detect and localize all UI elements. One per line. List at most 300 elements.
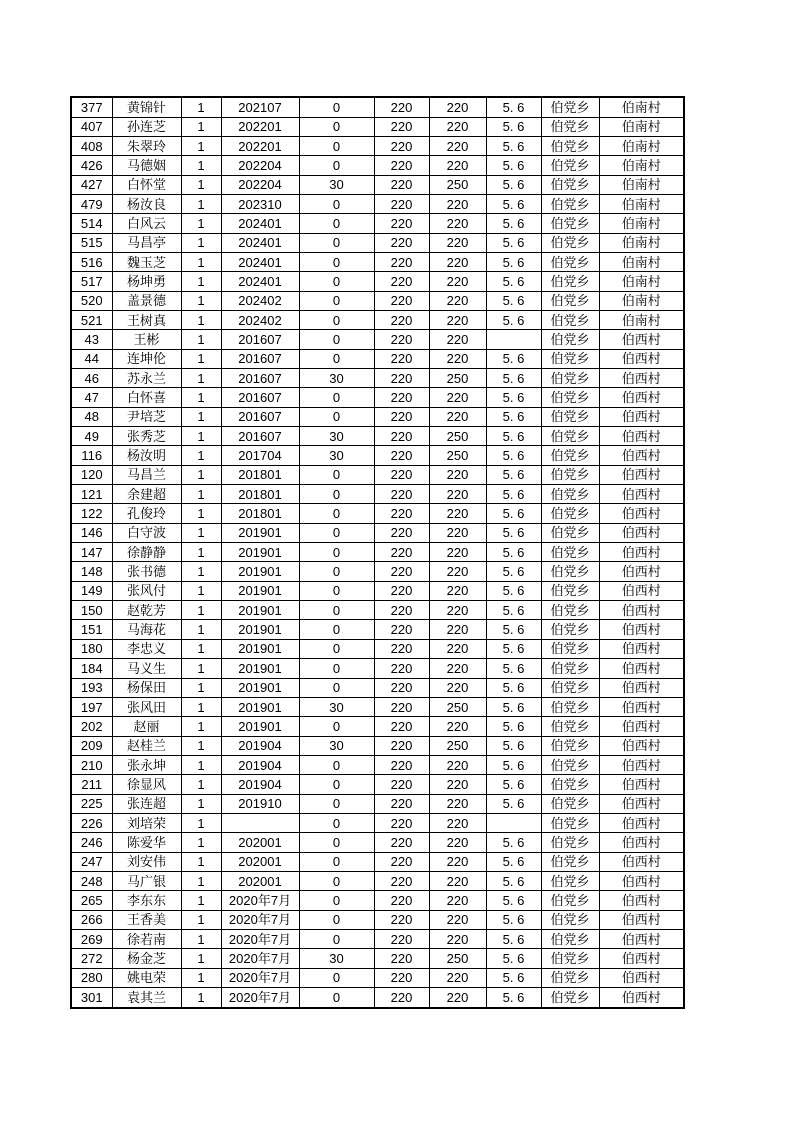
cell-adjust: 0	[299, 620, 374, 639]
cell-total-amount: 220	[429, 775, 486, 794]
cell-total-amount: 220	[429, 504, 486, 523]
cell-rate: 5. 6	[486, 427, 541, 446]
cell-rate: 5. 6	[486, 136, 541, 155]
cell-base-amount: 220	[374, 910, 429, 929]
cell-total-amount: 250	[429, 949, 486, 968]
cell-total-amount: 220	[429, 543, 486, 562]
cell-period: 202204	[221, 175, 299, 194]
cell-base-amount: 220	[374, 369, 429, 388]
table-row	[71, 97, 684, 117]
cell-name: 张永坤	[112, 755, 181, 774]
cell-village: 伯西村	[599, 581, 684, 600]
cell-village: 伯西村	[599, 543, 684, 562]
cell-name: 袁其兰	[112, 988, 181, 1009]
cell-name: 王树真	[112, 310, 181, 329]
cell-base-amount: 220	[374, 929, 429, 948]
cell-adjust: 0	[299, 659, 374, 678]
cell-village: 伯西村	[599, 407, 684, 426]
cell-name: 马昌亭	[112, 233, 181, 252]
cell-count: 1	[181, 949, 221, 968]
cell-name: 杨汝良	[112, 194, 181, 213]
cell-township: 伯党乡	[541, 697, 599, 716]
cell-name: 孔俊玲	[112, 504, 181, 523]
cell-period: 201901	[221, 581, 299, 600]
cell-township: 伯党乡	[541, 620, 599, 639]
cell-serial: 148	[71, 562, 112, 581]
cell-serial: 151	[71, 620, 112, 639]
cell-total-amount: 220	[429, 214, 486, 233]
cell-base-amount: 220	[374, 620, 429, 639]
cell-rate: 5. 6	[486, 929, 541, 948]
cell-adjust: 0	[299, 97, 374, 117]
cell-serial: 408	[71, 136, 112, 155]
cell-village: 伯西村	[599, 485, 684, 504]
cell-village: 伯西村	[599, 388, 684, 407]
cell-name: 姚电荣	[112, 968, 181, 987]
table-row	[71, 910, 684, 929]
cell-adjust: 0	[299, 988, 374, 1009]
cell-adjust: 0	[299, 310, 374, 329]
cell-total-amount: 220	[429, 717, 486, 736]
cell-township: 伯党乡	[541, 852, 599, 871]
cell-serial: 197	[71, 697, 112, 716]
cell-count: 1	[181, 659, 221, 678]
cell-base-amount: 220	[374, 562, 429, 581]
table-row	[71, 929, 684, 948]
table-row	[71, 755, 684, 774]
cell-rate: 5. 6	[486, 697, 541, 716]
cell-adjust: 0	[299, 562, 374, 581]
table-row	[71, 523, 684, 542]
cell-adjust: 0	[299, 717, 374, 736]
cell-period: 201607	[221, 388, 299, 407]
cell-township: 伯党乡	[541, 891, 599, 910]
cell-village: 伯西村	[599, 427, 684, 446]
cell-township: 伯党乡	[541, 678, 599, 697]
table-row	[71, 117, 684, 136]
cell-adjust: 0	[299, 581, 374, 600]
cell-serial: 521	[71, 310, 112, 329]
cell-village: 伯西村	[599, 755, 684, 774]
cell-count: 1	[181, 736, 221, 755]
cell-village: 伯西村	[599, 504, 684, 523]
cell-base-amount: 220	[374, 871, 429, 890]
table-row	[71, 581, 684, 600]
table-row	[71, 639, 684, 658]
cell-adjust: 0	[299, 543, 374, 562]
cell-rate: 5. 6	[486, 388, 541, 407]
cell-period: 202401	[221, 214, 299, 233]
cell-serial: 407	[71, 117, 112, 136]
cell-count: 1	[181, 446, 221, 465]
cell-serial: 202	[71, 717, 112, 736]
cell-rate: 5. 6	[486, 156, 541, 175]
cell-township: 伯党乡	[541, 929, 599, 948]
cell-serial: 48	[71, 407, 112, 426]
cell-township: 伯党乡	[541, 949, 599, 968]
cell-period: 201801	[221, 504, 299, 523]
cell-township: 伯党乡	[541, 639, 599, 658]
cell-township: 伯党乡	[541, 310, 599, 329]
table-row	[71, 233, 684, 252]
cell-total-amount: 220	[429, 117, 486, 136]
cell-period: 201901	[221, 620, 299, 639]
cell-count: 1	[181, 813, 221, 832]
cell-base-amount: 220	[374, 485, 429, 504]
cell-name: 杨坤勇	[112, 272, 181, 291]
table-row	[71, 891, 684, 910]
cell-adjust: 30	[299, 446, 374, 465]
cell-name: 孙连芝	[112, 117, 181, 136]
cell-serial: 120	[71, 465, 112, 484]
cell-count: 1	[181, 523, 221, 542]
cell-total-amount: 220	[429, 407, 486, 426]
cell-total-amount: 220	[429, 910, 486, 929]
cell-village: 伯西村	[599, 465, 684, 484]
cell-name: 杨保田	[112, 678, 181, 697]
cell-rate: 5. 6	[486, 659, 541, 678]
cell-base-amount: 220	[374, 427, 429, 446]
cell-township: 伯党乡	[541, 504, 599, 523]
cell-village: 伯西村	[599, 678, 684, 697]
cell-count: 1	[181, 97, 221, 117]
cell-village: 伯西村	[599, 562, 684, 581]
table-row	[71, 369, 684, 388]
cell-period: 201904	[221, 736, 299, 755]
cell-rate: 5. 6	[486, 717, 541, 736]
cell-base-amount: 220	[374, 736, 429, 755]
cell-count: 1	[181, 310, 221, 329]
cell-period: 2020年7月	[221, 968, 299, 987]
cell-adjust: 30	[299, 949, 374, 968]
cell-township: 伯党乡	[541, 117, 599, 136]
cell-period: 201901	[221, 523, 299, 542]
cell-count: 1	[181, 272, 221, 291]
cell-rate: 5. 6	[486, 369, 541, 388]
cell-period: 202402	[221, 310, 299, 329]
table-row	[71, 794, 684, 813]
cell-base-amount: 220	[374, 310, 429, 329]
cell-total-amount: 220	[429, 156, 486, 175]
cell-adjust: 0	[299, 794, 374, 813]
cell-count: 1	[181, 252, 221, 271]
cell-serial: 517	[71, 272, 112, 291]
cell-count: 1	[181, 156, 221, 175]
cell-adjust: 0	[299, 523, 374, 542]
table-row	[71, 310, 684, 329]
cell-base-amount: 220	[374, 194, 429, 213]
cell-base-amount: 220	[374, 272, 429, 291]
cell-period: 202201	[221, 136, 299, 155]
cell-base-amount: 220	[374, 968, 429, 987]
cell-serial: 427	[71, 175, 112, 194]
table-row	[71, 194, 684, 213]
table-row	[71, 272, 684, 291]
cell-base-amount: 220	[374, 136, 429, 155]
cell-serial: 225	[71, 794, 112, 813]
cell-rate	[486, 813, 541, 832]
cell-name: 张风付	[112, 581, 181, 600]
cell-serial: 520	[71, 291, 112, 310]
cell-village: 伯西村	[599, 523, 684, 542]
cell-adjust: 0	[299, 755, 374, 774]
cell-rate: 5. 6	[486, 97, 541, 117]
cell-serial: 146	[71, 523, 112, 542]
cell-township: 伯党乡	[541, 465, 599, 484]
cell-base-amount: 220	[374, 388, 429, 407]
cell-township: 伯党乡	[541, 369, 599, 388]
cell-name: 张连超	[112, 794, 181, 813]
cell-period: 201901	[221, 601, 299, 620]
cell-township: 伯党乡	[541, 291, 599, 310]
cell-rate: 5. 6	[486, 504, 541, 523]
cell-village: 伯西村	[599, 988, 684, 1009]
cell-rate: 5. 6	[486, 272, 541, 291]
cell-township: 伯党乡	[541, 581, 599, 600]
cell-adjust: 0	[299, 465, 374, 484]
cell-total-amount: 220	[429, 833, 486, 852]
cell-serial: 301	[71, 988, 112, 1009]
cell-adjust: 0	[299, 330, 374, 349]
cell-rate	[486, 330, 541, 349]
cell-base-amount: 220	[374, 504, 429, 523]
cell-village: 伯南村	[599, 310, 684, 329]
cell-rate: 5. 6	[486, 833, 541, 852]
cell-total-amount: 220	[429, 310, 486, 329]
cell-rate: 5. 6	[486, 988, 541, 1009]
table-row	[71, 620, 684, 639]
cell-total-amount: 220	[429, 639, 486, 658]
cell-village: 伯西村	[599, 929, 684, 948]
table-row	[71, 659, 684, 678]
records-table-body	[71, 97, 684, 1008]
cell-period: 201607	[221, 427, 299, 446]
cell-serial: 121	[71, 485, 112, 504]
cell-adjust: 30	[299, 697, 374, 716]
table-row	[71, 697, 684, 716]
cell-village: 伯西村	[599, 639, 684, 658]
cell-period: 201901	[221, 543, 299, 562]
cell-township: 伯党乡	[541, 388, 599, 407]
cell-adjust: 0	[299, 852, 374, 871]
cell-rate: 5. 6	[486, 852, 541, 871]
cell-total-amount: 220	[429, 794, 486, 813]
cell-township: 伯党乡	[541, 330, 599, 349]
cell-village: 伯南村	[599, 214, 684, 233]
cell-township: 伯党乡	[541, 194, 599, 213]
cell-base-amount: 220	[374, 175, 429, 194]
records-table	[70, 96, 685, 1009]
cell-period: 201901	[221, 717, 299, 736]
cell-total-amount: 220	[429, 755, 486, 774]
cell-period: 201904	[221, 775, 299, 794]
cell-name: 徐若南	[112, 929, 181, 948]
cell-name: 刘培荣	[112, 813, 181, 832]
cell-period: 201607	[221, 369, 299, 388]
cell-rate: 5. 6	[486, 175, 541, 194]
cell-count: 1	[181, 833, 221, 852]
cell-count: 1	[181, 543, 221, 562]
cell-rate: 5. 6	[486, 446, 541, 465]
cell-base-amount: 220	[374, 117, 429, 136]
table-row	[71, 833, 684, 852]
cell-serial: 248	[71, 871, 112, 890]
cell-rate: 5. 6	[486, 601, 541, 620]
cell-village: 伯西村	[599, 736, 684, 755]
cell-count: 1	[181, 117, 221, 136]
cell-township: 伯党乡	[541, 968, 599, 987]
cell-township: 伯党乡	[541, 601, 599, 620]
cell-name: 白守波	[112, 523, 181, 542]
cell-rate: 5. 6	[486, 349, 541, 368]
cell-count: 1	[181, 504, 221, 523]
cell-serial: 266	[71, 910, 112, 929]
cell-base-amount: 220	[374, 755, 429, 774]
cell-name: 朱翠玲	[112, 136, 181, 155]
cell-name: 连坤伦	[112, 349, 181, 368]
cell-total-amount: 220	[429, 523, 486, 542]
cell-adjust: 0	[299, 504, 374, 523]
cell-base-amount: 220	[374, 717, 429, 736]
cell-township: 伯党乡	[541, 523, 599, 542]
cell-adjust: 0	[299, 233, 374, 252]
cell-serial: 246	[71, 833, 112, 852]
cell-total-amount: 220	[429, 678, 486, 697]
cell-count: 1	[181, 194, 221, 213]
cell-total-amount: 220	[429, 136, 486, 155]
cell-total-amount: 220	[429, 581, 486, 600]
cell-base-amount: 220	[374, 697, 429, 716]
cell-rate: 5. 6	[486, 465, 541, 484]
cell-count: 1	[181, 407, 221, 426]
cell-name: 李忠义	[112, 639, 181, 658]
cell-count: 1	[181, 214, 221, 233]
cell-rate: 5. 6	[486, 214, 541, 233]
cell-total-amount: 250	[429, 369, 486, 388]
cell-count: 1	[181, 620, 221, 639]
cell-township: 伯党乡	[541, 427, 599, 446]
cell-period: 201901	[221, 678, 299, 697]
cell-name: 马广银	[112, 871, 181, 890]
cell-name: 王香美	[112, 910, 181, 929]
cell-serial: 47	[71, 388, 112, 407]
cell-serial: 149	[71, 581, 112, 600]
cell-adjust: 0	[299, 214, 374, 233]
cell-name: 李东东	[112, 891, 181, 910]
cell-serial: 226	[71, 813, 112, 832]
cell-serial: 265	[71, 891, 112, 910]
cell-total-amount: 220	[429, 465, 486, 484]
cell-township: 伯党乡	[541, 562, 599, 581]
table-row	[71, 601, 684, 620]
cell-total-amount: 250	[429, 736, 486, 755]
cell-period: 202204	[221, 156, 299, 175]
cell-serial: 211	[71, 775, 112, 794]
cell-total-amount: 220	[429, 233, 486, 252]
cell-period: 202310	[221, 194, 299, 213]
cell-count: 1	[181, 910, 221, 929]
table-row	[71, 871, 684, 890]
cell-township: 伯党乡	[541, 755, 599, 774]
cell-township: 伯党乡	[541, 233, 599, 252]
cell-serial: 184	[71, 659, 112, 678]
cell-total-amount: 220	[429, 349, 486, 368]
cell-count: 1	[181, 233, 221, 252]
cell-period: 201901	[221, 659, 299, 678]
cell-period: 201901	[221, 639, 299, 658]
cell-adjust: 0	[299, 871, 374, 890]
cell-serial: 43	[71, 330, 112, 349]
cell-name: 徐静静	[112, 543, 181, 562]
cell-adjust: 0	[299, 407, 374, 426]
cell-village: 伯南村	[599, 233, 684, 252]
cell-village: 伯南村	[599, 252, 684, 271]
cell-base-amount: 220	[374, 330, 429, 349]
cell-base-amount: 220	[374, 349, 429, 368]
table-row	[71, 813, 684, 832]
table-row	[71, 252, 684, 271]
cell-serial: 377	[71, 97, 112, 117]
cell-name: 马昌兰	[112, 465, 181, 484]
cell-village: 伯南村	[599, 117, 684, 136]
cell-village: 伯西村	[599, 601, 684, 620]
cell-serial: 122	[71, 504, 112, 523]
cell-adjust: 30	[299, 369, 374, 388]
cell-serial: 150	[71, 601, 112, 620]
table-row	[71, 485, 684, 504]
cell-count: 1	[181, 717, 221, 736]
cell-base-amount: 220	[374, 233, 429, 252]
table-row	[71, 736, 684, 755]
cell-township: 伯党乡	[541, 214, 599, 233]
cell-total-amount: 220	[429, 813, 486, 832]
cell-rate: 5. 6	[486, 775, 541, 794]
cell-township: 伯党乡	[541, 407, 599, 426]
cell-township: 伯党乡	[541, 485, 599, 504]
cell-name: 张书德	[112, 562, 181, 581]
cell-count: 1	[181, 639, 221, 658]
table-row	[71, 407, 684, 426]
cell-base-amount: 220	[374, 639, 429, 658]
cell-total-amount: 220	[429, 968, 486, 987]
cell-serial: 247	[71, 852, 112, 871]
cell-village: 伯西村	[599, 330, 684, 349]
cell-adjust: 0	[299, 891, 374, 910]
cell-serial: 44	[71, 349, 112, 368]
cell-total-amount: 220	[429, 620, 486, 639]
cell-total-amount: 220	[429, 562, 486, 581]
cell-adjust: 0	[299, 252, 374, 271]
cell-township: 伯党乡	[541, 988, 599, 1009]
cell-rate: 5. 6	[486, 678, 541, 697]
cell-adjust: 30	[299, 427, 374, 446]
cell-serial: 116	[71, 446, 112, 465]
table-row	[71, 717, 684, 736]
cell-rate: 5. 6	[486, 194, 541, 213]
cell-serial: 426	[71, 156, 112, 175]
cell-rate: 5. 6	[486, 871, 541, 890]
cell-base-amount: 220	[374, 988, 429, 1009]
cell-rate: 5. 6	[486, 581, 541, 600]
cell-count: 1	[181, 581, 221, 600]
cell-township: 伯党乡	[541, 659, 599, 678]
cell-adjust: 0	[299, 194, 374, 213]
table-row	[71, 988, 684, 1009]
cell-period: 2020年7月	[221, 910, 299, 929]
cell-base-amount: 220	[374, 581, 429, 600]
cell-period: 201801	[221, 485, 299, 504]
cell-count: 1	[181, 388, 221, 407]
